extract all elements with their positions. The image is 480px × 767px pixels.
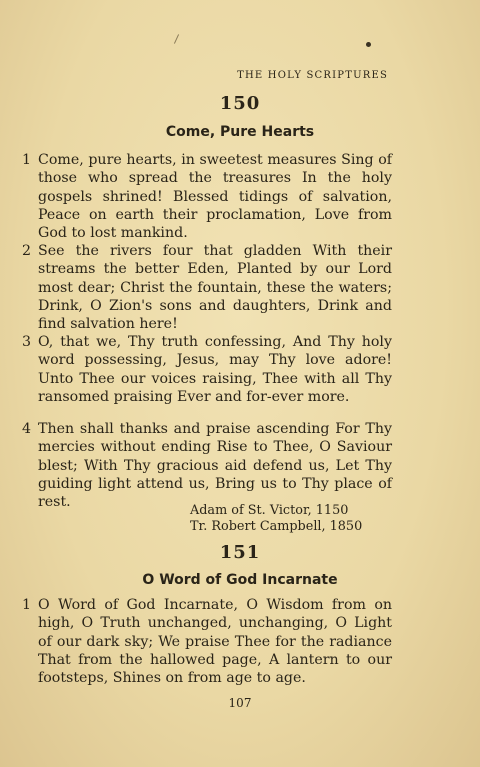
stanza-number: 2 <box>22 243 32 259</box>
stanza <box>22 420 392 511</box>
hymn-title: Come, Pure Hearts <box>165 124 315 140</box>
stanza-text: O Word of God Incarnate, O Wisdom from on high, O Truth unchanged, unchanging, O Light of our dark sky; We praise Thee for the radiance That from the hallowed page, A lantern to our footsteps, Shines on from age to age. <box>38 597 392 687</box>
page-number: 107 <box>228 696 252 710</box>
stanza <box>22 151 392 242</box>
stanza-text: See the rivers four that gladden With their streams the better Eden, Planted by our Lord most dear; Christ the fountain, these the waters; Drink, O Zion's sons and daughters, Drink and find salvation here! <box>38 243 392 333</box>
stanza-number: 1 <box>22 152 32 168</box>
hymn-number: 150 <box>219 93 261 114</box>
stanza-text: O, that we, Thy truth confessing, And Thy holy word possessing, Jesus, may Thy love adore! Unto Thee our voices raising, Thee with all Thy ransomed praising Ever and for-ever more. <box>38 334 392 405</box>
stanza <box>22 333 392 406</box>
translator-line: Tr. Robert Campbell, 1850 <box>190 519 363 534</box>
running-header: THE HOLY SCRIPTURES <box>237 70 388 81</box>
stanza-number: 3 <box>22 334 32 350</box>
stanza-text: Then shall thanks and praise ascending For Thy mercies without ending Rise to Thee, O Saviour blest; With Thy gracious aid defend us, Let Thy guiding light attend us, Bring us to Thy place of rest. <box>38 421 392 511</box>
stanza <box>22 242 392 333</box>
pencil-mark <box>174 34 179 43</box>
hymn-number: 151 <box>219 542 261 563</box>
stanza <box>22 596 392 687</box>
attribution <box>190 503 390 535</box>
hymn-title: O Word of God Incarnate <box>142 572 338 588</box>
stanza-text: Come, pure hearts, in sweetest measures Sing of those who spread the treasures In the holy gospels shrined! Blessed tidings of salvation, Peace on earth their proclamation, Love from God to lost mankind. <box>38 152 392 242</box>
stanza-number: 4 <box>22 421 32 437</box>
ink-dot <box>366 42 371 47</box>
stanza-number: 1 <box>22 597 32 613</box>
author-line: Adam of St. Victor, 1150 <box>190 503 349 518</box>
